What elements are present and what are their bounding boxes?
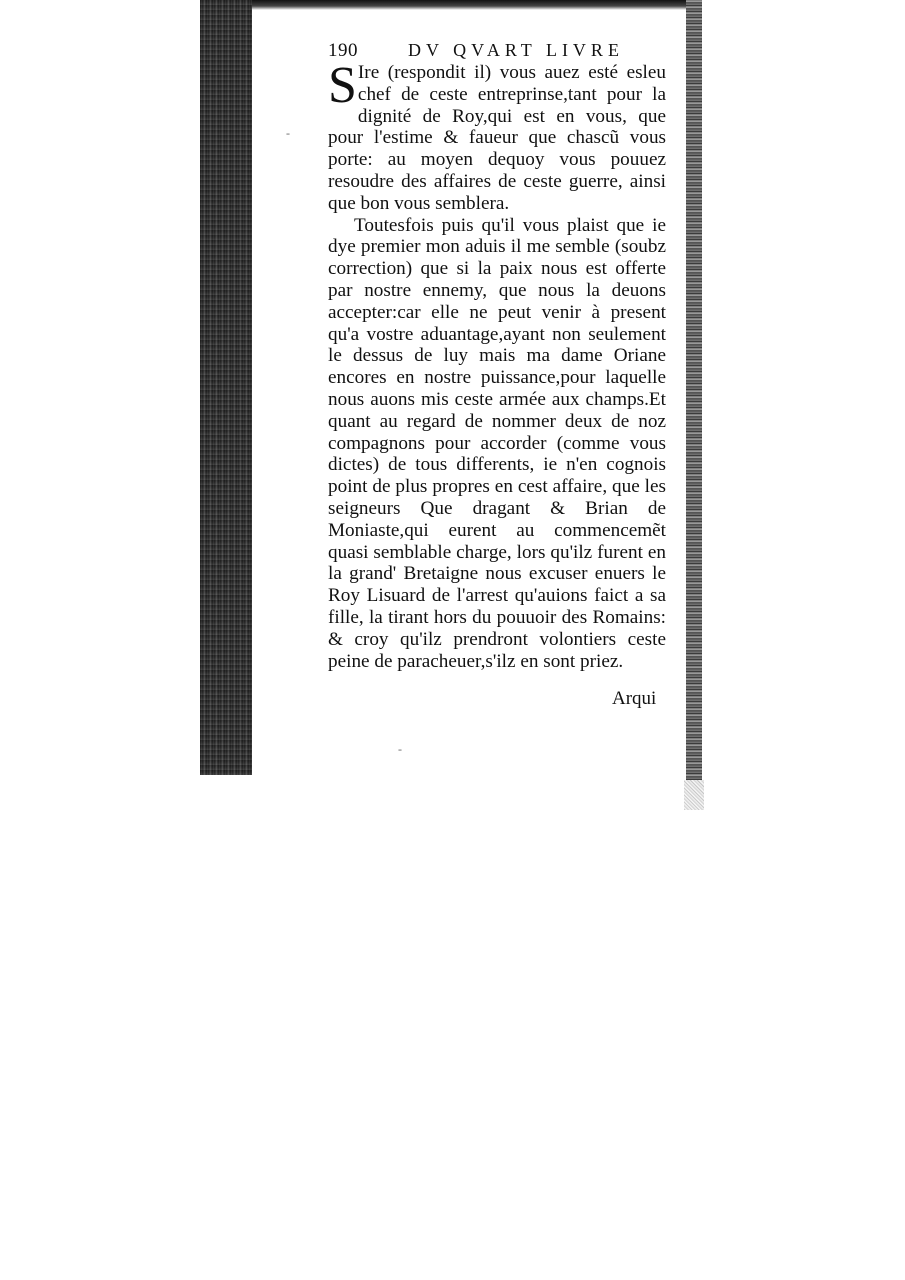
paragraph-1-text: Ire (respondit il) vous auez esté esleu chef de ceste entreprinse,tant pour la dignité de Roy,qui est en vous, que pour l'estime & faueur que chascũ vous porte: au moyen dequoy vous pouuez resoudre des affaires de ceste guerre, ainsi que bon vous semblera.	[328, 62, 666, 214]
paragraph-2	[328, 215, 666, 673]
paragraph-2-text: Toutesfois puis qu'il vous plaist que ie dye premier mon aduis il me semble (soubz correction) que si la paix nous est offerte par nostre ennemy, que nous la deuons accepter:car elle ne peut venir à present qu'a vostre aduantage,ayant non seulement le dessus de luy mais ma dame Oriane encores en nostre puissance,pour laquelle nous auons mis ceste armée aux champs.Et quant au regard de nommer deux de noz compagnons pour accorder (comme vous dictes) de tous differents, ie n'en cognois point de plus propres en cest affaire, que les seigneurs Que dragant & Brian de Moniaste,qui eurent au commencemẽt quasi semblable charge, lors qu'ilz furent en la grand' Bretaigne nous excuser enuers le Roy Lisuard de l'arrest qu'auions faict a sa fille, la tirant hors du pouuoir des Romains: & croy qu'ilz prendront volontiers ceste peine de paracheuer,s'ilz en sont priez.	[328, 214, 666, 672]
drop-cap: S	[328, 57, 357, 114]
body-text	[328, 57, 666, 672]
page-number: 190	[328, 40, 358, 61]
page-top-edge	[252, 0, 702, 10]
stray-mark: -	[398, 742, 402, 756]
catchword: Arqui	[612, 688, 657, 709]
scanned-page	[200, 0, 704, 812]
paragraph-1	[328, 57, 666, 215]
binding-gutter	[200, 0, 252, 775]
scan-noise	[684, 780, 704, 810]
page-right-edge	[686, 0, 702, 780]
running-title: DV QVART LIVRE	[408, 40, 624, 60]
stray-mark: -	[286, 126, 290, 140]
